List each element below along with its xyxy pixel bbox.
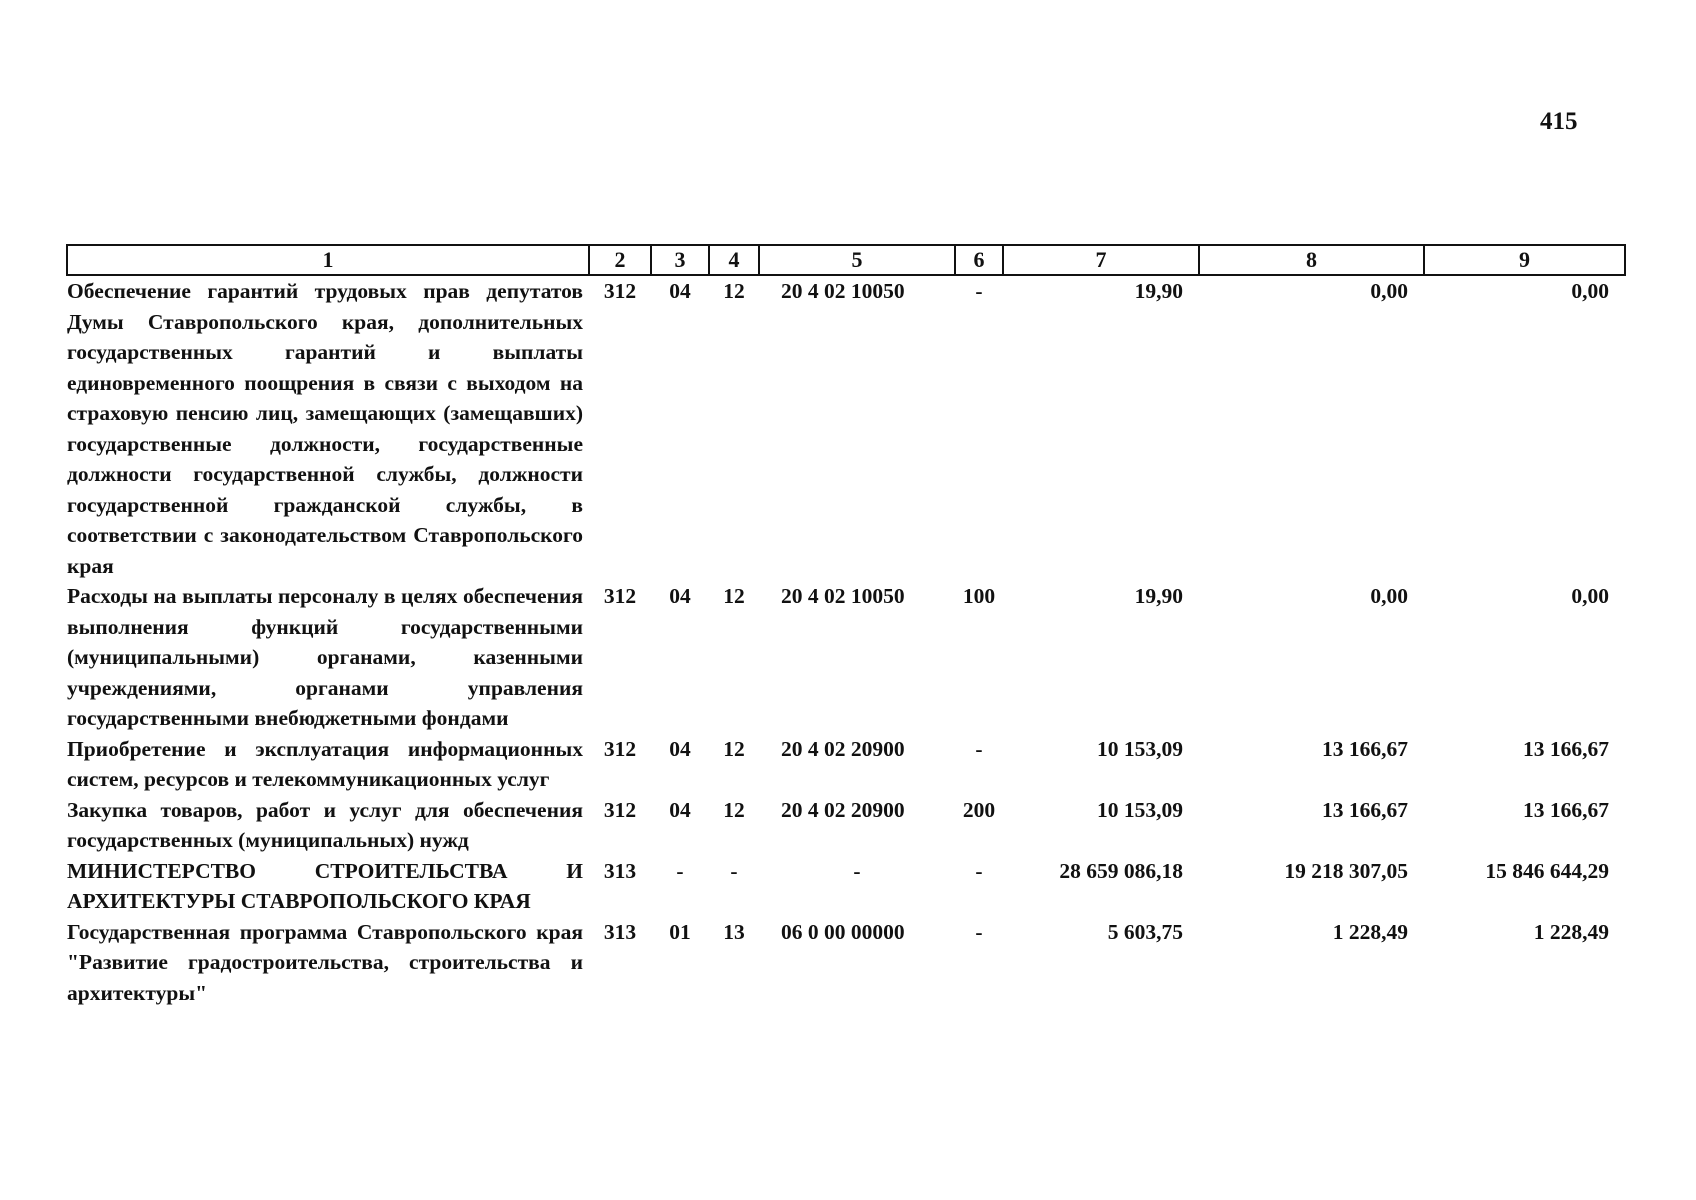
row-col-9: 13 166,67 (1523, 736, 1609, 761)
row-col-5: - (853, 858, 861, 883)
table-row (67, 917, 1625, 1009)
row-col-7: 10 153,09 (1097, 797, 1183, 822)
row-col-2: 312 (603, 736, 637, 761)
row-col-3: 04 (669, 584, 691, 608)
row-col-9: 0,00 (1571, 584, 1609, 608)
row-col-6: - (975, 279, 983, 303)
row-col-6: 100 (962, 584, 996, 608)
row-col-3: 01 (669, 919, 691, 944)
header-row (67, 245, 1625, 275)
row-col-2: 313 (603, 919, 637, 944)
row-col-2: 313 (603, 858, 637, 883)
row-col-2: 312 (603, 797, 637, 822)
row-col-9: 1 228,49 (1533, 919, 1609, 944)
row-col-3: - (676, 858, 684, 883)
row-col-8: 19 218 307,05 (1284, 858, 1408, 883)
row-name: Закупка товаров, работ и услуг для обеспечения государственных (муниципальных) нужд (67, 797, 583, 852)
table-body (67, 275, 1625, 1008)
row-col-9: 0,00 (1571, 279, 1609, 303)
row-col-5: 20 4 02 10050 (781, 279, 905, 303)
row-col-5: 20 4 02 10050 (781, 584, 905, 608)
row-col-7: 19,90 (1134, 584, 1183, 608)
table-row (67, 856, 1625, 917)
row-col-7: 10 153,09 (1097, 736, 1183, 761)
row-col-6: 200 (962, 797, 996, 822)
header-col-5: 5 (759, 245, 955, 275)
table-row (67, 581, 1625, 734)
row-col-8: 13 166,67 (1322, 797, 1408, 822)
header-col-3: 3 (651, 245, 709, 275)
header-col-2: 2 (589, 245, 651, 275)
row-col-3: 04 (669, 736, 691, 761)
table-row (67, 734, 1625, 795)
row-col-8: 0,00 (1370, 279, 1408, 303)
row-col-5: 20 4 02 20900 (781, 797, 905, 822)
row-col-7: 28 659 086,18 (1059, 858, 1183, 883)
header-col-7: 7 (1003, 245, 1199, 275)
row-col-8: 1 228,49 (1332, 919, 1408, 944)
row-name: Приобретение и эксплуатация информационных систем, ресурсов и телекоммуникационных услуг (67, 736, 583, 791)
row-col-3: 04 (669, 797, 691, 822)
row-col-2: 312 (603, 279, 637, 303)
row-col-4: 12 (723, 584, 745, 608)
row-col-4: - (730, 858, 738, 883)
header-col-8: 8 (1199, 245, 1424, 275)
row-col-7: 19,90 (1134, 279, 1183, 303)
row-col-6: - (975, 919, 983, 944)
row-name: Государственная программа Ставропольского края "Развитие градостроительства, строительства и архитектуры" (67, 919, 583, 1005)
header-col-4: 4 (709, 245, 759, 275)
row-col-4: 13 (723, 919, 745, 944)
row-col-6: - (975, 736, 983, 761)
row-col-9: 13 166,67 (1523, 797, 1609, 822)
row-col-4: 12 (723, 797, 745, 822)
table-row (67, 275, 1625, 581)
budget-table (66, 244, 1626, 1008)
row-name: Расходы на выплаты персоналу в целях обеспечения выполнения функций государственными (муниципальными) органами, казенными учреждениями, органами управления государственными внебюджетными фондами (67, 584, 583, 730)
page-number: 415 (1540, 108, 1578, 135)
row-col-7: 5 603,75 (1107, 919, 1183, 944)
table-header (67, 245, 1625, 275)
header-col-1: 1 (67, 245, 589, 275)
row-col-4: 12 (723, 736, 745, 761)
row-col-6: - (975, 858, 983, 883)
header-col-6: 6 (955, 245, 1003, 275)
row-col-4: 12 (723, 279, 745, 303)
table-row (67, 795, 1625, 856)
row-name: МИНИСТЕРСТВО СТРОИТЕЛЬСТВА И АРХИТЕКТУРЫ СТАВРОПОЛЬСКОГО КРАЯ (67, 858, 583, 913)
row-col-5: 20 4 02 20900 (781, 736, 905, 761)
row-col-8: 13 166,67 (1322, 736, 1408, 761)
header-col-9: 9 (1424, 245, 1625, 275)
row-col-9: 15 846 644,29 (1485, 858, 1609, 883)
row-col-2: 312 (603, 584, 637, 608)
row-name: Обеспечение гарантий трудовых прав депутатов Думы Ставропольского края, дополнительных государственных гарантий и выплаты единовременного поощрения в связи с выходом на страховую пенсию лиц, замещающих (замещавших) государственные должности, государственные должности государственной службы, должности государственной гражданской службы, в соответствии с законодательством Ставропольского края (67, 279, 583, 578)
row-col-8: 0,00 (1370, 584, 1408, 608)
row-col-5: 06 0 00 00000 (781, 919, 905, 944)
row-col-3: 04 (669, 279, 691, 303)
